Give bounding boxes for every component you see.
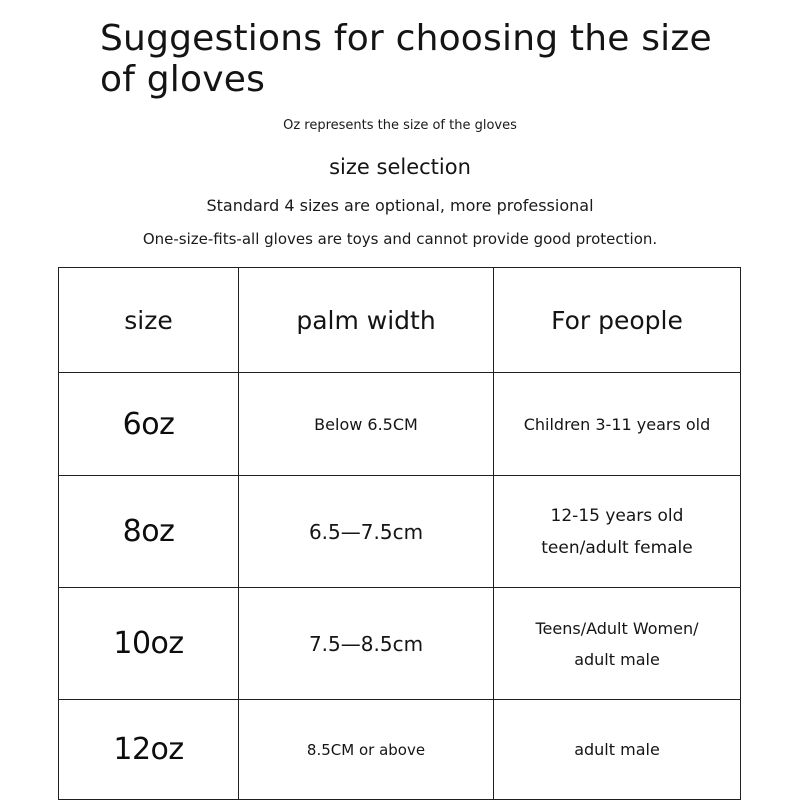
cell-size: 6oz	[59, 373, 239, 476]
cell-palm-width: 8.5CM or above	[239, 700, 494, 800]
cell-for-people-line-2: teen/adult female	[541, 537, 693, 558]
cell-for-people	[494, 476, 741, 588]
table-row	[59, 588, 741, 700]
oz-note: Oz represents the size of the gloves	[283, 118, 517, 133]
section-heading: size selection	[329, 155, 471, 179]
cell-for-people-line-1: Teens/Adult Women/	[535, 618, 699, 638]
column-header-for-people: For people	[494, 268, 741, 373]
table-row	[59, 476, 741, 588]
table-row	[59, 373, 741, 476]
cell-size: 8oz	[59, 476, 239, 588]
cell-for-people: adult male	[494, 700, 741, 800]
intro-line-2: One-size-fits-all gloves are toys and cannot provide good protection.	[142, 230, 658, 248]
cell-size: 10oz	[59, 588, 239, 700]
cell-for-people-line-1: 12-15 years old	[550, 505, 684, 526]
cell-palm-width: 7.5—8.5cm	[239, 588, 494, 700]
cell-palm-width: Below 6.5CM	[239, 373, 494, 476]
glove-size-table	[58, 267, 741, 800]
table-header-row	[59, 268, 741, 373]
cell-for-people: Children 3-11 years old	[494, 373, 741, 476]
column-header-palm-width: palm width	[239, 268, 494, 373]
cell-for-people-line-2: adult male	[574, 649, 660, 669]
cell-for-people	[494, 588, 741, 700]
column-header-size: size	[59, 268, 239, 373]
table-row	[59, 700, 741, 800]
cell-size: 12oz	[59, 700, 239, 800]
page-title: Suggestions for choosing the size of gloves	[100, 18, 712, 101]
cell-palm-width: 6.5—7.5cm	[239, 476, 494, 588]
intro-line-1: Standard 4 sizes are optional, more professional	[206, 196, 594, 215]
